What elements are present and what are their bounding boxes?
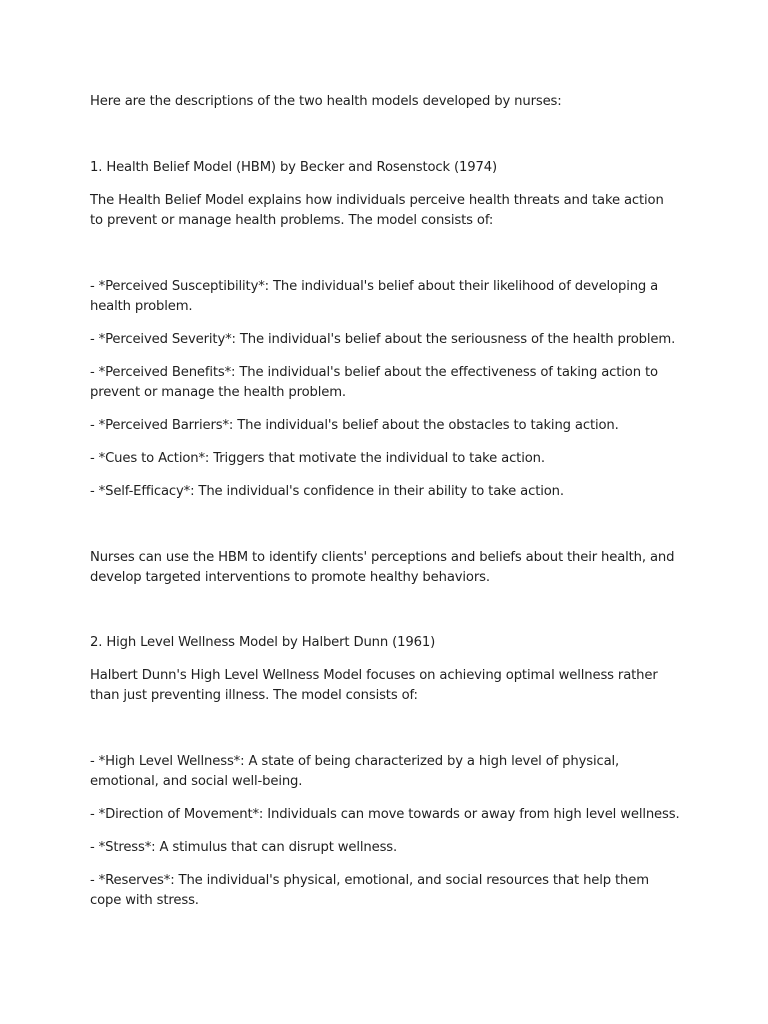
model2-heading: 2. High Level Wellness Model by Halbert Dunn (1961) [90,635,436,650]
model1-description: The Health Belief Model explains how individuals perceive health threats and take action to prevent or manage health problems. The model consists of: [90,193,664,228]
intro-text: Here are the descriptions of the two health models developed by nurses: [90,94,562,109]
list-item: - *Self-Efficacy*: The individual's confidence in their ability to take action. [90,484,564,499]
model1-summary: Nurses can use the HBM to identify clients' perceptions and beliefs about their health, and develop targeted interventions to promote healthy behaviors. [90,550,675,585]
list-item: - *Perceived Susceptibility*: The individual's belief about their likelihood of developing a health problem. [90,279,659,314]
model2-description: Halbert Dunn's High Level Wellness Model focuses on achieving optimal wellness rather than just preventing illness. The model consists of: [90,668,658,703]
list-item: - *Perceived Barriers*: The individual's belief about the obstacles to taking action. [90,418,619,433]
list-item: - *High Level Wellness*: A state of being characterized by a high level of physical, emotional, and social well-being. [90,754,620,789]
list-item: - *Perceived Benefits*: The individual's belief about the effectiveness of taking action to prevent or manage the health problem. [90,365,658,400]
model1-heading: 1. Health Belief Model (HBM) by Becker and Rosenstock (1974) [90,160,498,175]
list-item: - *Stress*: A stimulus that can disrupt wellness. [90,840,398,855]
list-item: - *Cues to Action*: Triggers that motivate the individual to take action. [90,451,545,466]
list-item: - *Perceived Severity*: The individual's belief about the seriousness of the health problem. [90,332,676,347]
list-item: - *Reserves*: The individual's physical, emotional, and social resources that help them cope with stress. [90,873,649,908]
list-item: - *Direction of Movement*: Individuals can move towards or away from high level wellness. [90,807,680,822]
